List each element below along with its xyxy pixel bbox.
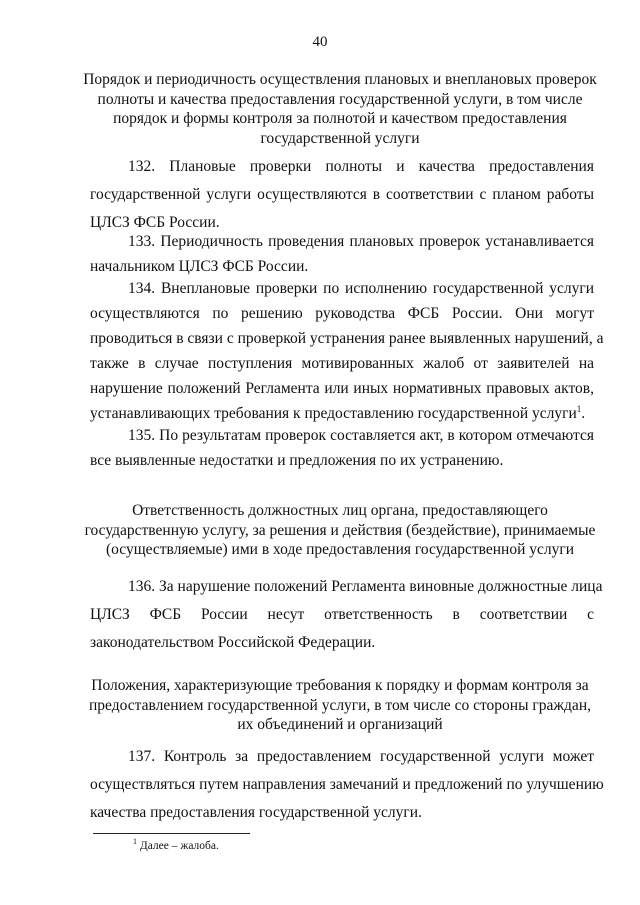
section-heading-responsibility [70,501,610,560]
heading-line: полноты и качества предоставления государственной услуги, в том числе [97,90,583,108]
paragraph-line: 137. Контроль за предоставлением государственной услуги может [128,748,594,765]
footnote-mark: 1 [133,837,137,847]
end-punctuation: . [581,405,586,422]
footnote [133,837,219,852]
section-heading-inspections [70,70,610,148]
paragraph-line: начальником ЦЛСЗ ФСБ России. [90,258,309,275]
section-heading-control [70,676,610,735]
paragraph-line: осуществляются по решению руководства ФСБ России. Они могут [90,305,594,322]
footnote-reference[interactable]: 1 [576,403,582,414]
paragraph-line: все выявленные недостатки и предложения по их устранению. [90,452,504,469]
page-number: 40 [312,34,328,50]
paragraph-line: осуществляться путем направления замечаний и предложений по улучшению [90,776,604,793]
paragraph-line: качества предоставления государственной услуги. [90,804,422,821]
heading-line: Ответственность должностных лиц органа, предоставляющего [132,502,548,519]
paragraph-line: 134. Внеплановые проверки по исполнению государственной услуги [128,280,594,297]
heading-line: предоставлением государственной услуги, в том числе со стороны граждан, [89,696,591,714]
paragraph-line: нарушение положений Регламента или иных нормативных правовых актов, [90,380,594,397]
paragraph-line: 132. Плановые проверки полноты и качества предоставления [128,158,594,175]
heading-line: Порядок и периодичность осуществления плановых и внеплановых проверок [83,71,597,88]
heading-line: (осуществляемые) ими в ходе предоставления государственной услуги [105,541,575,558]
paragraph-136 [90,573,603,657]
paragraph-line: государственной услуги осуществляются в соответствии с планом работы [90,186,594,203]
footnote-divider [93,833,250,834]
paragraph-line: проводиться в связи с проверкой устранения ранее выявленных нарушений, а [90,330,604,347]
paragraph-line: также в случае поступления мотивированных жалоб от заявителей на [90,355,594,372]
heading-line: Положения, характеризующие требования к порядку и формам контроля за [91,677,589,694]
paragraph-line: 136. За нарушение положений Регламента виновные должностные лица [128,578,603,595]
paragraph-133 [90,229,594,279]
paragraph-line: 135. По результатам проверок составляется акт, в котором отмечаются [128,427,594,444]
paragraph-137 [90,743,604,827]
line-text: устанавливающих требования к предоставлению государственной услуги [90,405,577,422]
paragraph-135 [90,423,594,473]
footnote-text: Далее – жалоба. [139,840,219,852]
paragraph-132 [90,153,594,237]
heading-line: их объединений и организаций [237,716,443,733]
paragraph-line: ЦЛСЗ ФСБ России несут ответственность в соответствии с [90,606,594,623]
heading-line: государственной услуги [260,129,420,147]
heading-line: порядок и формы контроля за полнотой и качеством предоставления [113,110,567,127]
paragraph-line: 133. Периодичность проведения плановых проверок устанавливается [128,233,594,250]
paragraph-line: ЦЛСЗ ФСБ России. [90,214,220,231]
paragraph-134 [90,276,604,426]
paragraph-line: законодательством Российской Федерации. [90,634,376,651]
heading-line: государственную услугу, за решения и действия (бездействие), принимаемые [84,521,596,539]
